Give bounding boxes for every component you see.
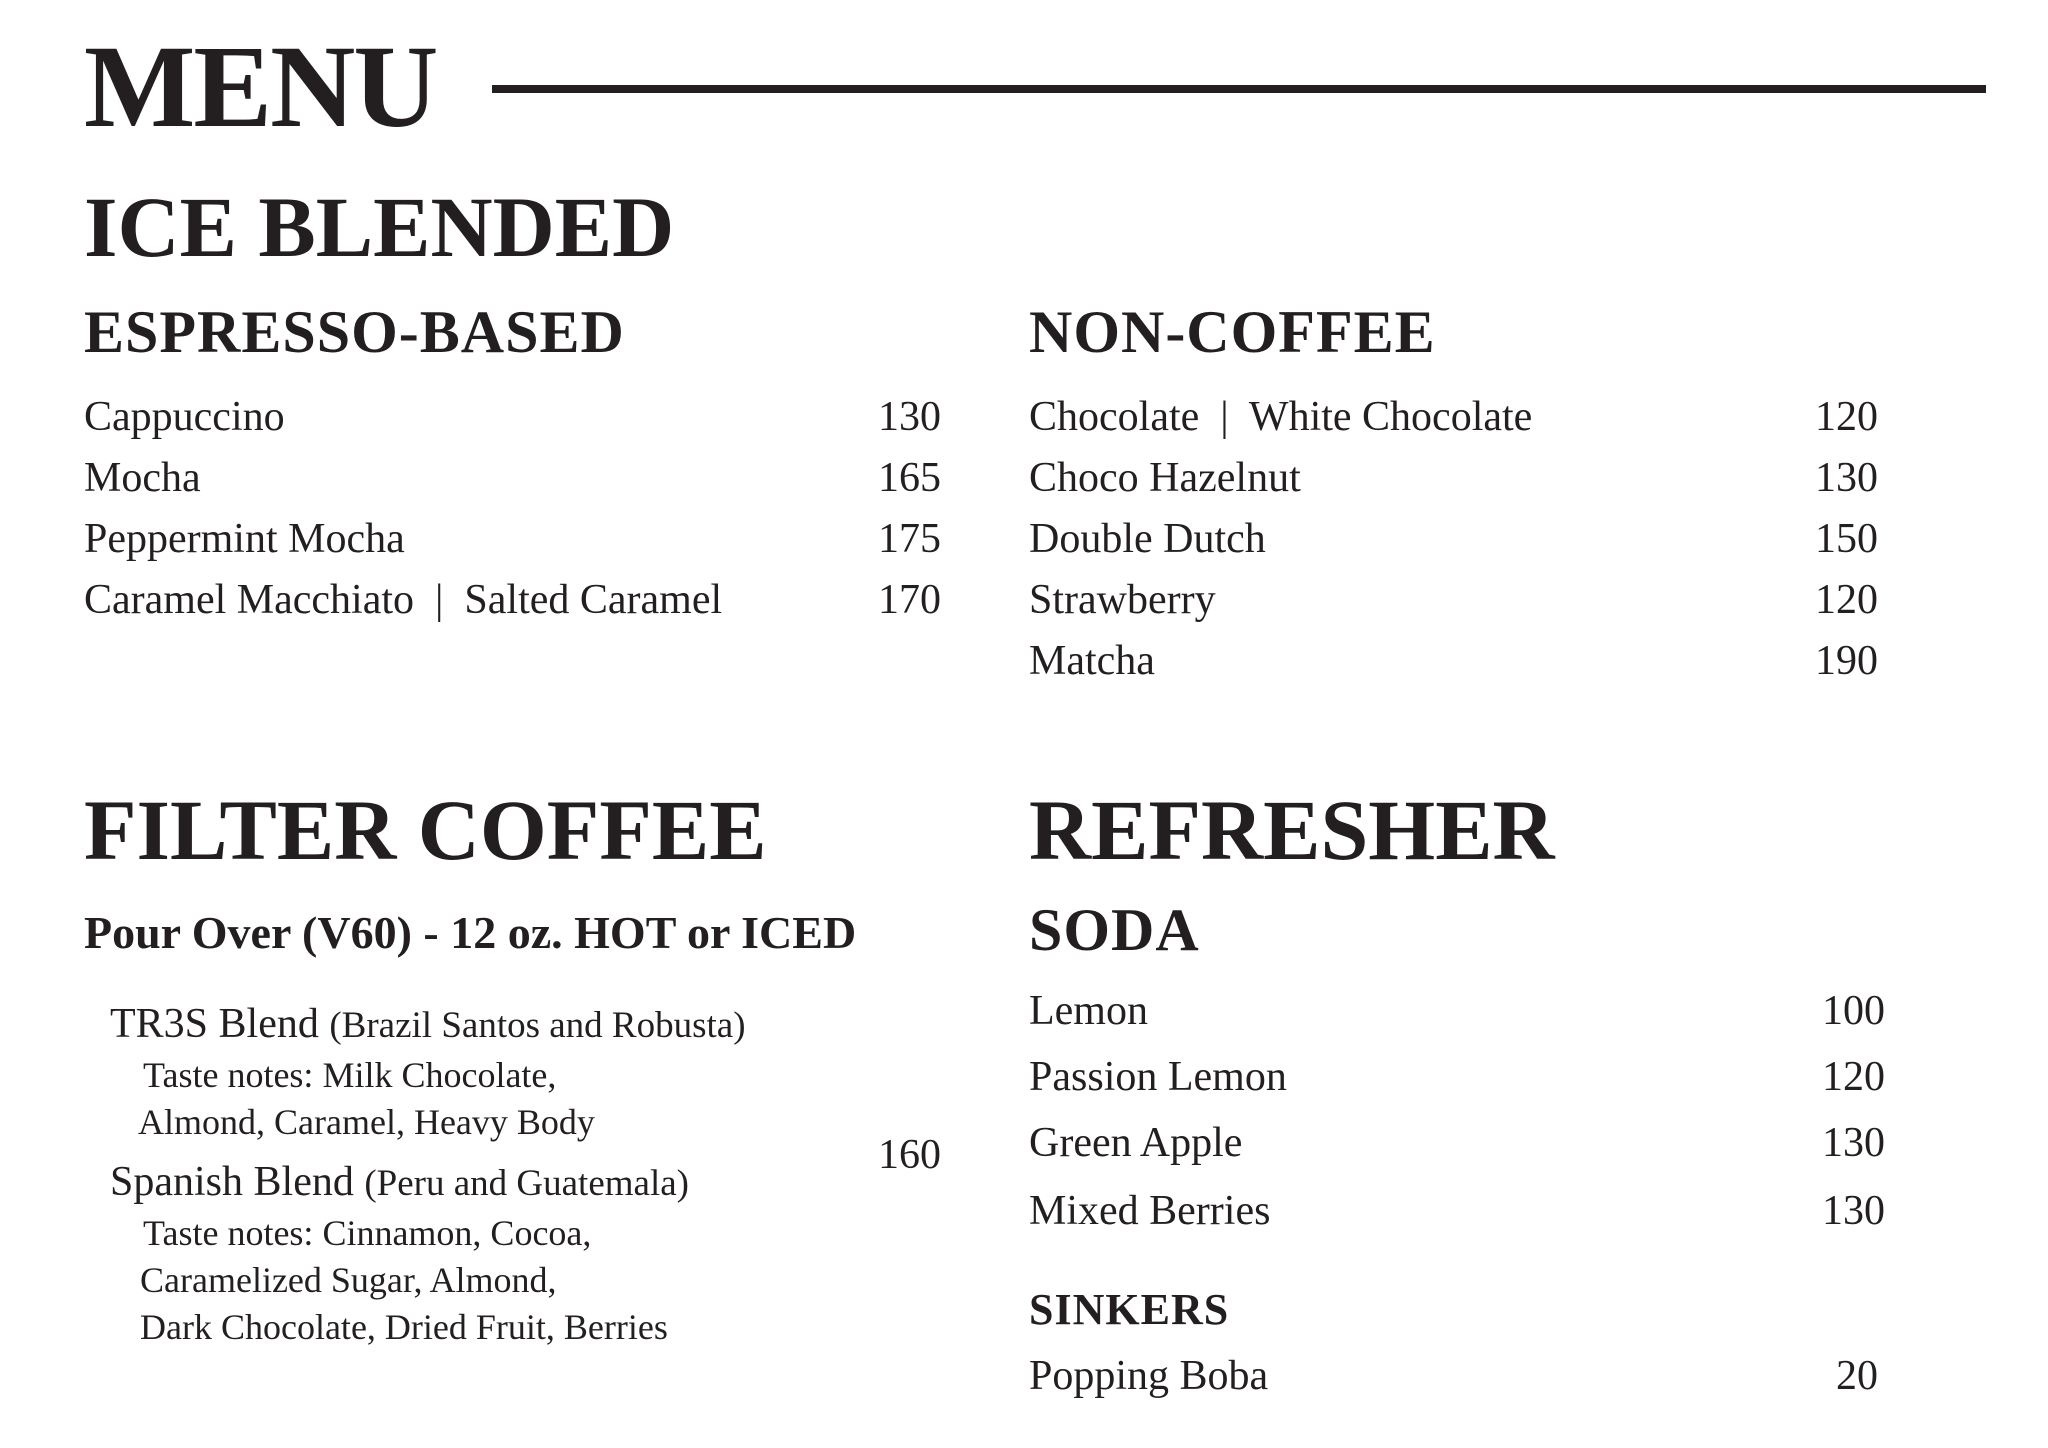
- blend-origin: (Peru and Guatemala): [364, 1163, 689, 1204]
- menu-item-name: Lemon: [1029, 988, 1148, 1034]
- subsection-title-soda: SODA: [1029, 897, 1200, 963]
- blend-item: [110, 1003, 746, 1045]
- menu-item-price: 130: [878, 394, 941, 440]
- subsection-title-espresso-based: ESPRESSO-BASED: [84, 299, 625, 365]
- taste-notes-line: Taste notes: Milk Chocolate,: [143, 1055, 557, 1095]
- menu-item-name: Green Apple: [1029, 1120, 1243, 1166]
- menu-item-name: Strawberry: [1029, 577, 1216, 623]
- menu-item-price: 20: [1836, 1353, 1878, 1399]
- menu-item-price: 130: [1822, 1188, 1885, 1234]
- menu-item-price: 165: [878, 455, 941, 501]
- menu-item-name: Caramel Macchiato | Salted Caramel: [84, 577, 723, 623]
- menu-item-price: 150: [1815, 516, 1878, 562]
- menu-item-name: Chocolate | White Chocolate: [1029, 394, 1533, 440]
- menu-item-name: Cappuccino: [84, 394, 285, 440]
- section-title-ice-blended: ICE BLENDED: [84, 179, 675, 275]
- pour-over-title: Pour Over (V60) - 12 oz. HOT or ICED: [84, 907, 857, 958]
- section-title-filter-coffee: FILTER COFFEE: [84, 782, 767, 878]
- menu-item-price: 100: [1822, 988, 1885, 1034]
- filter-coffee-price: 160: [878, 1132, 941, 1178]
- blend-item: [110, 1161, 689, 1203]
- menu-item-name: Matcha: [1029, 638, 1155, 684]
- menu-item-name: Choco Hazelnut: [1029, 455, 1301, 501]
- subsection-title-non-coffee: NON-COFFEE: [1029, 299, 1436, 365]
- section-title-refresher: REFRESHER: [1029, 782, 1555, 878]
- menu-item-name: Passion Lemon: [1029, 1054, 1287, 1100]
- taste-notes-line: Taste notes: Cinnamon, Cocoa,: [143, 1213, 592, 1253]
- menu-item-price: 120: [1822, 1054, 1885, 1100]
- menu-item-price: 190: [1815, 638, 1878, 684]
- menu-item-name: Mixed Berries: [1029, 1188, 1271, 1234]
- taste-notes-line: Dark Chocolate, Dried Fruit, Berries: [140, 1307, 668, 1347]
- menu-item-price: 130: [1822, 1120, 1885, 1166]
- menu-item-name: Popping Boba: [1029, 1353, 1269, 1399]
- subsection-title-sinkers: SINKERS: [1029, 1285, 1230, 1334]
- taste-notes-line: Almond, Caramel, Heavy Body: [138, 1102, 595, 1142]
- blend-name: Spanish Blend: [110, 1159, 354, 1205]
- menu-item-name: Double Dutch: [1029, 516, 1266, 562]
- menu-item-price: 170: [878, 577, 941, 623]
- blend-name: TR3S Blend: [110, 1001, 319, 1047]
- menu-item-price: 175: [878, 516, 941, 562]
- menu-item-name: Mocha: [84, 455, 201, 501]
- blend-origin: (Brazil Santos and Robusta): [329, 1005, 746, 1046]
- title-divider: [492, 85, 1986, 93]
- page-title: MENU: [84, 21, 437, 152]
- menu-item-name: Peppermint Mocha: [84, 516, 405, 562]
- menu-item-price: 120: [1815, 577, 1878, 623]
- menu-item-price: 120: [1815, 394, 1878, 440]
- menu-item-price: 130: [1815, 455, 1878, 501]
- taste-notes-line: Caramelized Sugar, Almond,: [140, 1260, 557, 1300]
